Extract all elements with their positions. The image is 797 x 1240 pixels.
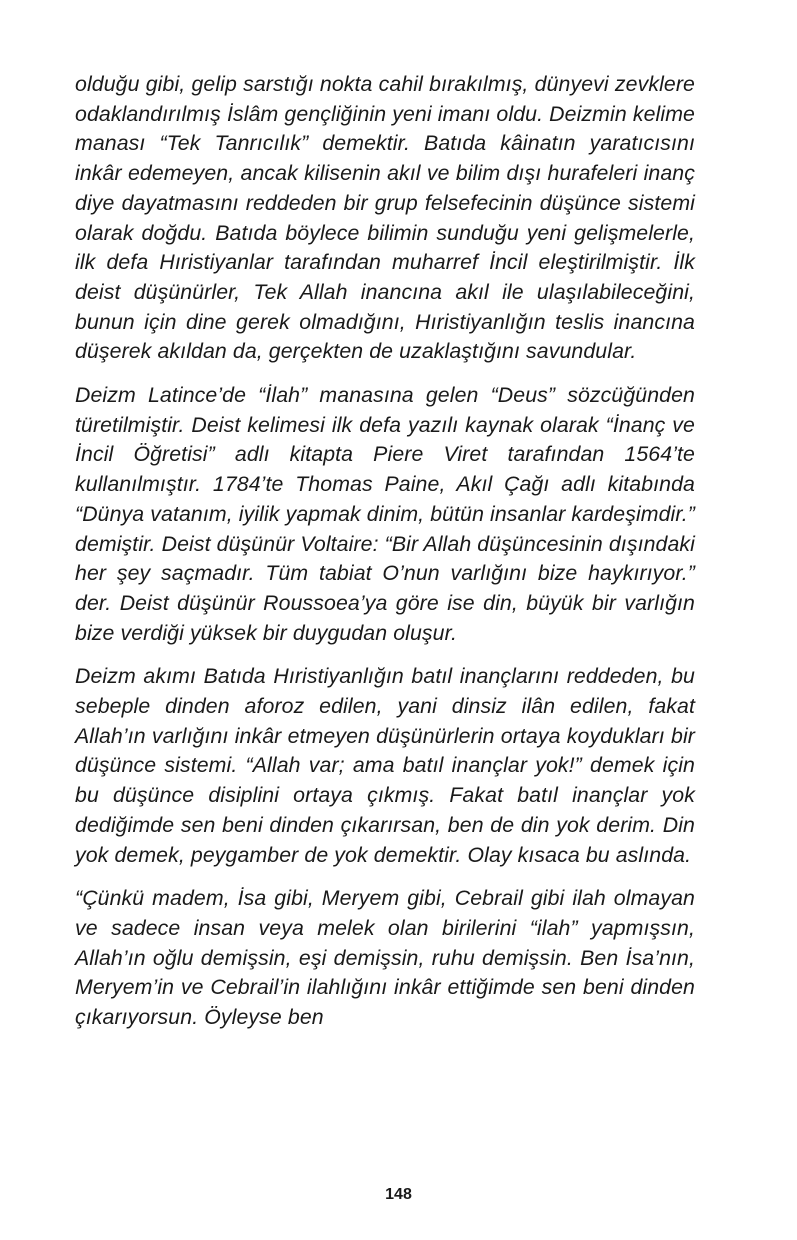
page-number: 148: [385, 1186, 412, 1203]
paragraph-3: Deizm akımı Batıda Hıristiyanlığın batıl inançlarını reddeden, bu sebeple dinden aforoz edilen, yani dinsiz ilân edilen, fakat Allah’ın varlığını inkâr etmeyen düşünürlerin ortaya koydukları bir düşünce sistemi. “Allah var; ama batıl inançlar yok!” demek için bu düşünce disiplini ortaya çıkmış. Fakat batıl inançlar yok dediğimde sen beni dinden çıkarırsan, ben de din yok derim. Din yok demek, peygamber de yok demektir. Olay kısaca bu aslında.: [75, 664, 695, 867]
paragraph-2: Deizm Latince’de “İlah” manasına gelen “Deus” sözcüğünden türetilmiştir. Deist kelimesi ilk defa yazılı kaynak olarak “İnanç ve İncil Öğretisi” adlı kitapta Piere Viret tarafından 1564’te kullanılmıştır. 1784’te Thomas Paine, Akıl Çağı adlı kitabında “Dünya vatanım, iyilik yapmak dinim, bütün insanlar kardeşimdir.” demiştir. Deist düşünür Voltaire: “Bir Allah düşüncesinin dışındaki her şey saçmadır. Tüm tabiat O’nun varlığını bize haykırıyor.” der. Deist düşünür Roussoea’ya göre ise din, büyük bir varlığın bize verdiği yüksek bir duygudan oluşur.: [75, 383, 696, 645]
paragraph-4: “Çünkü madem, İsa gibi, Meryem gibi, Cebrail gibi ilah olmayan ve sadece insan veya melek olan birilerini “ilah” yapmışsın, Allah’ın oğlu demişsin, eşi demişsin, ruhu demişsin. Ben İsa’nın, Meryem’in ve Cebrail’in ilahlığını inkâr ettiğimde sen beni dinden çıkarıyorsun. Öyleyse ben: [75, 886, 695, 1030]
page-body: [75, 70, 695, 1047]
paragraph-1: olduğu gibi, gelip sarstığı nokta cahil bırakılmış, dünyevi zevklere odaklandırılmış İslâm gençliğinin yeni imanı oldu. Deizmin kelime manası “Tek Tanrıcılık” demektir. Batıda kâinatın yaratıcısını inkâr edemeyen, ancak kilisenin akıl ve bilim dışı hurafeleri inanç diye dayatmasını reddeden bir grup felsefecinin düşünce sistemi olarak doğdu. Batıda böylece bilimin sunduğu yeni gelişmelerle, ilk defa Hıristiyanlar tarafından muharref İncil eleştirilmiştir. İlk deist düşünürler, Tek Allah inancına akıl ile ulaşılabileceğini, bunun için dine gerek olmadığını, Hıristiyanlığın teslis inancına düşerek akıldan da, gerçekten de uzaklaştığını savundular.: [75, 72, 695, 364]
